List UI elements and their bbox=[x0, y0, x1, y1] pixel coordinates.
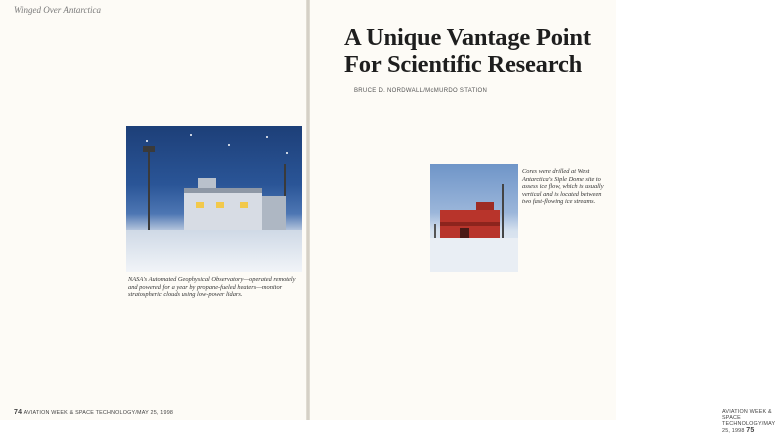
star-mark bbox=[190, 134, 192, 136]
left-page bbox=[0, 0, 306, 420]
footer-publication-right: AVIATION WEEK & SPACE TECHNOLOGY/MAY 25, 1998 bbox=[722, 409, 775, 434]
footer-publication-left: AVIATION WEEK & SPACE TECHNOLOGY/MAY 25, 1998 bbox=[23, 410, 174, 416]
section-label: Winged Over Antarctica bbox=[14, 5, 101, 15]
page-number-left: 74 bbox=[14, 409, 23, 416]
star-mark bbox=[286, 152, 288, 154]
star-mark bbox=[146, 140, 148, 142]
building-stripe bbox=[440, 222, 500, 226]
observatory-hut bbox=[184, 188, 262, 232]
photo-caption-left: NASA's Automated Geophysical Observatory—operated remotely and powered for a year by propane-fueled heaters—monitor stratospheric clouds using low-power lidars. bbox=[128, 276, 296, 299]
star-mark bbox=[266, 136, 268, 138]
snow-ground bbox=[126, 230, 302, 272]
observatory-photo bbox=[126, 126, 302, 272]
article-headline: A Unique Vantage Point For Scientific Research bbox=[344, 24, 591, 78]
byline: BRUCE D. NORDWALL/McMURDO STATION bbox=[354, 88, 488, 94]
lit-window bbox=[240, 202, 248, 208]
antenna-mast bbox=[148, 150, 150, 234]
snow-ground bbox=[430, 238, 518, 272]
star-mark bbox=[228, 144, 230, 146]
footer-left bbox=[14, 409, 173, 416]
right-page bbox=[310, 0, 775, 434]
lit-window bbox=[216, 202, 224, 208]
photo-caption-right: Cores were drilled at West Antarctica's Siple Dome site to assess ice flow, which is usually vertical and is located between two fast-flowing ice streams. bbox=[522, 168, 604, 206]
hut-annex bbox=[262, 196, 286, 232]
station-photo bbox=[430, 164, 518, 272]
footer-right bbox=[722, 409, 775, 434]
lit-window bbox=[196, 202, 204, 208]
page-number-right: 75 bbox=[746, 427, 755, 434]
